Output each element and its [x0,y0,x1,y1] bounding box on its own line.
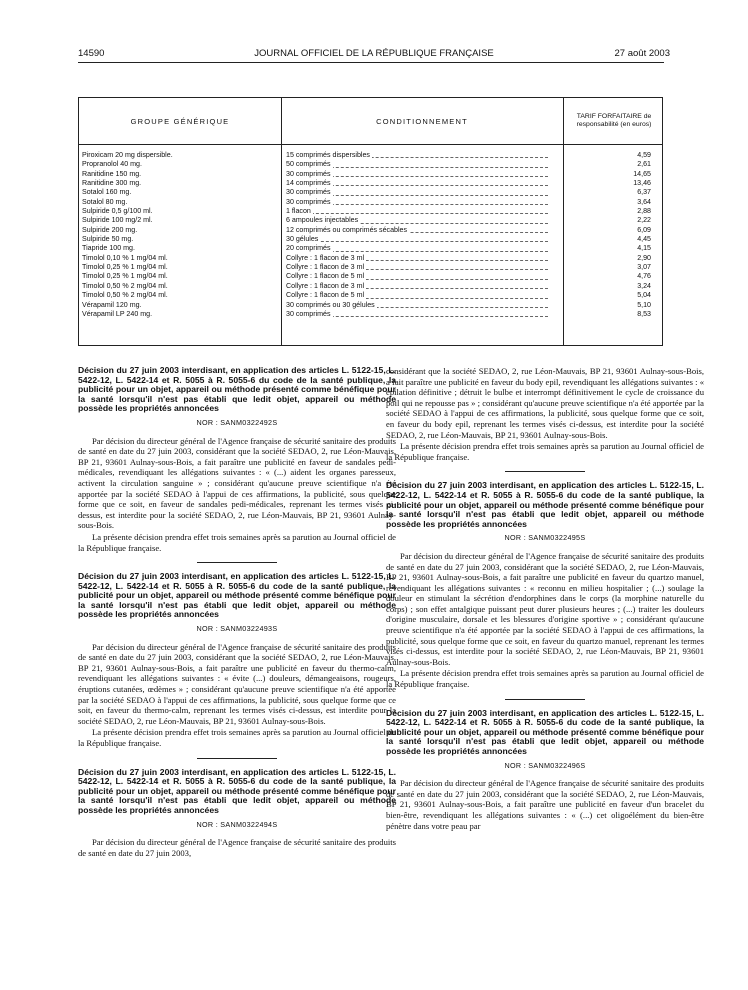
packaging-text: 30 comprimés [286,188,331,197]
decision-body: Par décision du directeur général de l'Agence française de sécurité sanitaire des produits de santé en date du 27 juin 2003, [78,837,396,858]
price: 2,61 [637,160,651,169]
price: 3,07 [637,263,651,272]
decision-heading: Décision du 27 juin 2003 interdisant, en application des articles L. 5122-15, L. 5422-12, L. 5422-14 et R. 5055 à R. 5055-6 du code de la santé publique, la publicité pour un objet, appareil ou méthode présenté comme bénéfique pour la santé lorsqu'il n'est pas établi que ledit objet, appareil ou méthode possède les propriétés annoncées [78,571,396,620]
packaging [286,198,548,207]
table-row [79,151,662,160]
packaging [286,151,548,160]
table-row [79,160,662,169]
nor-reference: NOR : SANM0322495S [504,533,586,543]
price: 4,45 [637,235,651,244]
packaging-text: 30 comprimés [286,169,331,178]
table-row [79,216,662,225]
price: 4,15 [637,244,651,253]
packaging-text: 15 comprimés dispersibles [286,151,370,159]
packaging [286,310,548,319]
table-row [79,263,662,272]
packaging [286,282,548,291]
header-rule [78,62,664,63]
decision-closing: La présente décision prendra effet trois semaines après sa parution au Journal officiel de la République française. [386,668,704,690]
generic-group: Sulpiride 0,5 g/100 ml. [82,207,153,216]
price: 2,88 [637,207,651,216]
journal-title: JOURNAL OFFICIEL DE LA RÉPUBLIQUE FRANÇAISE [254,48,494,59]
table-row [79,310,662,319]
price: 4,76 [637,272,651,281]
table-row [79,282,662,291]
table-row [79,226,662,235]
packaging [286,244,548,253]
packaging-text: 30 comprimés ou 30 gélules [286,300,375,309]
price: 5,10 [637,300,651,309]
packaging-text: 30 gélules [286,235,319,244]
generic-group: Tiapride 100 mg. [82,244,135,253]
generic-group: Sulpiride 50 mg. [82,235,134,244]
packaging-text: Collyre : 1 flacon de 3 ml [286,263,365,272]
nor-reference: NOR : SANM0322494S [196,819,278,829]
price-table [78,97,663,346]
packaging-text: 20 comprimés [286,244,331,253]
packaging [286,170,548,179]
generic-group: Sotalol 80 mg. [82,197,128,206]
decision-heading: Décision du 27 juin 2003 interdisant, en application des articles L. 5122-15, L. 5422-12, L. 5422-14 et R. 5055 à R. 5055-6 du code de la santé publique, la publicité pour un objet, appareil ou méthode présenté comme bénéfique pour la santé lorsqu'il n'est pas établi que ledit objet, appareil ou méthode possède les propriétés annoncées [386,707,704,756]
packaging-text: 50 comprimés [286,160,331,169]
generic-group: Ranitidine 300 mg. [82,179,142,188]
packaging-text: 12 comprimés ou comprimés sécables [286,225,408,234]
packaging [286,207,548,216]
generic-group: Sulpiride 200 mg. [82,225,138,234]
table-row [79,272,662,281]
table-row [79,188,662,197]
separator [505,471,585,472]
packaging-text: 30 comprimés [286,309,331,318]
decision-body: Par décision du directeur général de l'Agence française de sécurité sanitaire des produits de santé en date du 27 juin 2003, considérant que la société SEDAO, 2, rue Léon-Mauvais, BP 21, 93601 Aulnay-sous-Bois, a fait paraître une publicité en faveur d'un bracelet du bien-être, revendiquant les allégations suivantes : « (...) cet oligoélément du bien-être pénètre dans votre peau par [386,778,704,831]
price: 14,65 [633,169,651,178]
decision-heading: Décision du 27 juin 2003 interdisant, en application des articles L. 5122-15, L. 5422-12, L. 5422-14 et R. 5055 à R. 5055-6 du code de la santé publique, la publicité pour un objet, appareil ou méthode présenté comme bénéfique pour la santé lorsqu'il n'est pas établi que ledit objet, appareil ou méthode possède les propriétés annoncées [78,365,396,414]
packaging-text: 14 comprimés [286,179,331,188]
table-body [79,151,662,319]
packaging-text: 6 ampoules injectables [286,216,359,225]
separator [505,699,585,700]
nor-reference: NOR : SANM0322493S [196,624,278,634]
packaging-text: 1 flacon [286,207,311,216]
table-row [79,244,662,253]
decision-body: Par décision du directeur général de l'Agence française de sécurité sanitaire des produits de santé en date du 27 juin 2003, considérant que la société SEDAO, 2, rue Léon-Mauvais, BP 21, 93601 Aulnay-sous-Bois, a fait paraître une publicité en faveur de sandales pedi-médicales, revendiquant les allégations suivantes : « (...) aident les organes paresseux, activent la circulation sanguine » ; considérant qu'aucune preuve scientifique n'a été apportée par la société SEDAO à l'appui de ces affirmations, la publicité, sous quelque forme que ce soit, en faveur de sandales pedi-médicales, reprenant les termes visés ci-dessus, est interdite pour la société SEDAO, 2, rue Léon-Mauvais, BP 21, 93601 Aulnay-sous-Bois. [78,435,396,531]
header-group: GROUPE GÉNÉRIQUE [130,116,230,126]
packaging-text: Collyre : 1 flacon de 5 ml [286,272,365,281]
packaging [286,291,548,300]
left-column [78,366,396,859]
generic-group: Vérapamil LP 240 mg. [82,309,153,318]
packaging-text: 30 comprimés [286,197,331,206]
packaging-text: Collyre : 1 flacon de 3 ml [286,281,365,290]
packaging [286,272,548,281]
price: 13,46 [633,179,651,188]
nor-reference: NOR : SANM0322492S [196,417,278,427]
separator [197,562,277,563]
decision-heading: Décision du 27 juin 2003 interdisant, en application des articles L. 5122-15, L. 5422-12, L. 5422-14 et R. 5055 à R. 5055-6 du code de la santé publique, la publicité pour un objet, appareil ou méthode présenté comme bénéfique pour la santé lorsqu'il n'est pas établi que ledit objet, appareil ou méthode possède les propriétés annoncées [386,480,704,529]
packaging [286,254,548,263]
price: 2,90 [637,253,651,262]
packaging [286,301,548,310]
table-row [79,198,662,207]
price: 4,59 [637,151,651,159]
generic-group: Sulpiride 100 mg/2 ml. [82,216,153,225]
separator [197,758,277,759]
generic-group: Sotalol 160 mg. [82,188,132,197]
price: 5,04 [637,291,651,300]
packaging [286,235,548,244]
generic-group: Timolol 0,25 % 1 mg/04 ml. [82,272,168,281]
generic-group: Vérapamil 120 mg. [82,300,142,309]
decision-body: Par décision du directeur général de l'Agence française de sécurité sanitaire des produits de santé en date du 27 juin 2003, considérant que la société SEDAO, 2, rue Léon-Mauvais, BP 21, 93601 Aulnay-sous-Bois, a fait paraître une publicité en faveur du quartzo manuel, revendiquant les allégations suivantes : « reconnu en milieu hospitalier ; (...) soulage la douleur en stimulant la sécrétion d'endorphines dans le corps (la morphine naturelle du corps) ; son effet antalgique puissant peut durer plusieurs heures ; (...) traiter les douleurs d'origine musculaire, dorsale et les blessures d'origine sportive » ; considérant qu'aucune preuve scientifique n'a été apportée par la société SEDAO à l'appui de ces affirmations, la publicité, sous quelque forme que ce soit, en faveur du quartzo manuel, reprenant les termes visés ci-dessus, est interdite pour la société SEDAO, 2, rue Léon-Mauvais, BP 21, 93601 Aulnay-sous-Bois. [386,550,704,667]
table-row [79,179,662,188]
packaging [286,263,548,272]
packaging-text: Collyre : 1 flacon de 5 ml [286,291,365,300]
price: 2,22 [637,216,651,225]
packaging [286,160,548,169]
table-row [79,254,662,263]
decision-heading: Décision du 27 juin 2003 interdisant, en application des articles L. 5122-15, L. 5422-12, L. 5422-14 et R. 5055 à R. 5055-6 du code de la santé publique, la publicité pour un objet, appareil ou méthode présenté comme bénéfique pour la santé lorsqu'il n'est pas établi que ledit objet, appareil ou méthode possède les propriétés annoncées [78,766,396,815]
packaging-text: Collyre : 1 flacon de 3 ml [286,253,365,262]
generic-group: Timolol 0,50 % 2 mg/04 ml. [82,281,168,290]
price: 6,09 [637,225,651,234]
generic-group: Piroxicam 20 mg dispersible. [82,151,173,159]
price: 6,37 [637,188,651,197]
header-price: TARIF FORFAITAIRE de responsabilité (en euros) [576,113,652,128]
issue-date: 27 août 2003 [614,48,670,59]
packaging [286,188,548,197]
packaging [286,216,548,225]
generic-group: Timolol 0,10 % 1 mg/04 ml. [82,253,168,262]
price: 3,24 [637,281,651,290]
decision-body-continued: considérant que la société SEDAO, 2, rue Léon-Mauvais, BP 21, 93601 Aulnay-sous-Bois, a fait paraître une publicité en faveur du body epil, revendiquant les allégations suivantes : « épilation définitive ; détruit le bulbe et interrompt définitivement le cycle de croissance du poil qui ne repousse pas » ; considérant qu'aucune preuve scientifique n'a été apportée par la société SEDAO à l'appui de ces affirmations, la publicité, sous quelque forme que ce soit, en faveur du body epil, reprenant les termes visés ci-dessus, est interdite pour la société SEDAO, 2, rue Léon-Mauvais, BP 21, 93601 Aulnay-sous-Bois. [386,366,704,440]
generic-group: Timolol 0,50 % 2 mg/04 ml. [82,291,168,300]
generic-group: Timolol 0,25 % 1 mg/04 ml. [82,263,168,272]
table-row [79,170,662,179]
table-row [79,291,662,300]
generic-group: Ranitidine 150 mg. [82,169,142,178]
table-row [79,235,662,244]
packaging [286,179,548,188]
table-row [79,207,662,216]
table-row [79,301,662,310]
generic-group: Propranolol 40 mg. [82,160,142,169]
decision-closing: La présente décision prendra effet trois semaines après sa parution au Journal officiel de la République française. [78,531,396,553]
decision-body: Par décision du directeur général de l'Agence française de sécurité sanitaire des produits de santé en date du 27 juin 2003, considérant que la société SEDAO, 2, rue Léon-Mauvais, BP 21, 93601 Aulnay-sous-Bois, a fait paraître une publicité en faveur du thermo-calm, revendiquant les allégations suivantes : « évite (...) douleurs, démangeaisons, rougeurs, éruptions cutanées, œdèmes » ; considérant qu'aucune preuve scientifique n'a été apportée par la société SEDAO à l'appui de ces affirmations, la publicité, sous quelque forme que ce soit, en faveur du thermo-calm, reprenant les termes visés ci-dessus, est interdite pour la société SEDAO, 2, rue Léon-Mauvais, BP 21, 93601 Aulnay-sous-Bois. [78,641,396,726]
decision-closing: La présente décision prendra effet trois semaines après sa parution au Journal officiel de la République française. [386,441,704,462]
packaging [286,226,548,235]
nor-reference: NOR : SANM0322496S [504,760,586,770]
right-column [386,366,704,832]
page-number: 14590 [78,48,105,59]
decision-closing: La présente décision prendra effet trois semaines après sa parution au Journal officiel de la République française. [78,727,396,748]
price: 8,53 [637,309,651,318]
header-pack: CONDITIONNEMENT [376,116,468,126]
price: 3,64 [637,197,651,206]
table-header [79,98,662,145]
